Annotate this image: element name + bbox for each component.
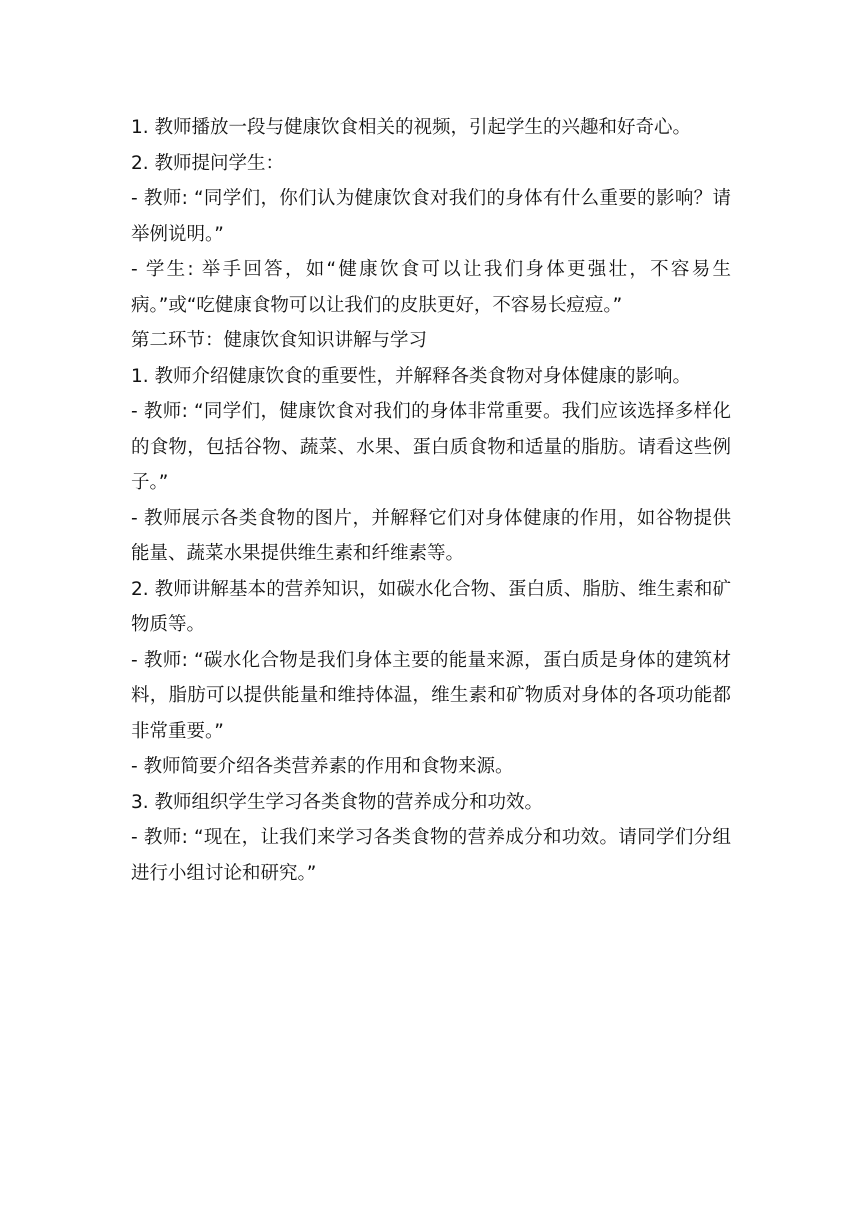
paragraph-step-2-nutrition: 2. 教师讲解基本的营养知识，如碳水化合物、蛋白质、脂肪、维生素和矿物质等。 xyxy=(131,578,731,635)
paragraph-teacher-diverse-foods: - 教师: “同学们，健康饮食对我们的身体非常重要。我们应该选择多样化的食物，包括谷物、蔬菜、水果、蛋白质食物和适量的脂肪。请看这些例子。” xyxy=(131,401,731,493)
document-body xyxy=(131,110,731,891)
paragraph-student-answer: - 学生: 举手回答，如“健康饮食可以让我们身体更强壮，不容易生病。”或“吃健康食物可以让我们的皮肤更好，不容易长痘痘。” xyxy=(131,259,731,316)
paragraph-teacher-question: - 教师: “同学们，你们认为健康饮食对我们的身体有什么重要的影响？请举例说明。” xyxy=(131,188,731,245)
paragraph-teacher-group-discussion: - 教师: “现在，让我们来学习各类食物的营养成分和功效。请同学们分组进行小组讨论和研究。” xyxy=(131,827,731,884)
paragraph-teacher-show-pictures: - 教师展示各类食物的图片，并解释它们对身体健康的作用，如谷物提供能量、蔬菜水果提供维生素和纤维素等。 xyxy=(131,507,731,564)
paragraph-step-2-question: 2. 教师提问学生： xyxy=(131,152,285,174)
paragraph-teacher-nutrients: - 教师: “碳水化合物是我们身体主要的能量来源，蛋白质是身体的建筑材料，脂肪可以提供能量和维持体温，维生素和矿物质对身体的各项功能都非常重要。” xyxy=(131,649,731,742)
paragraph-step-1-importance: 1. 教师介绍健康饮食的重要性，并解释各类食物对身体健康的影响。 xyxy=(131,365,692,387)
paragraph-teacher-brief-intro: - 教师简要介绍各类营养素的作用和食物来源。 xyxy=(131,756,514,777)
section-heading-2: 第二环节：健康饮食知识讲解与学习 xyxy=(131,330,428,351)
paragraph-step-1-video: 1. 教师播放一段与健康饮食相关的视频，引起学生的兴趣和好奇心。 xyxy=(131,117,692,138)
paragraph-step-3-study: 3. 教师组织学生学习各类食物的营养成分和功效。 xyxy=(131,791,544,813)
